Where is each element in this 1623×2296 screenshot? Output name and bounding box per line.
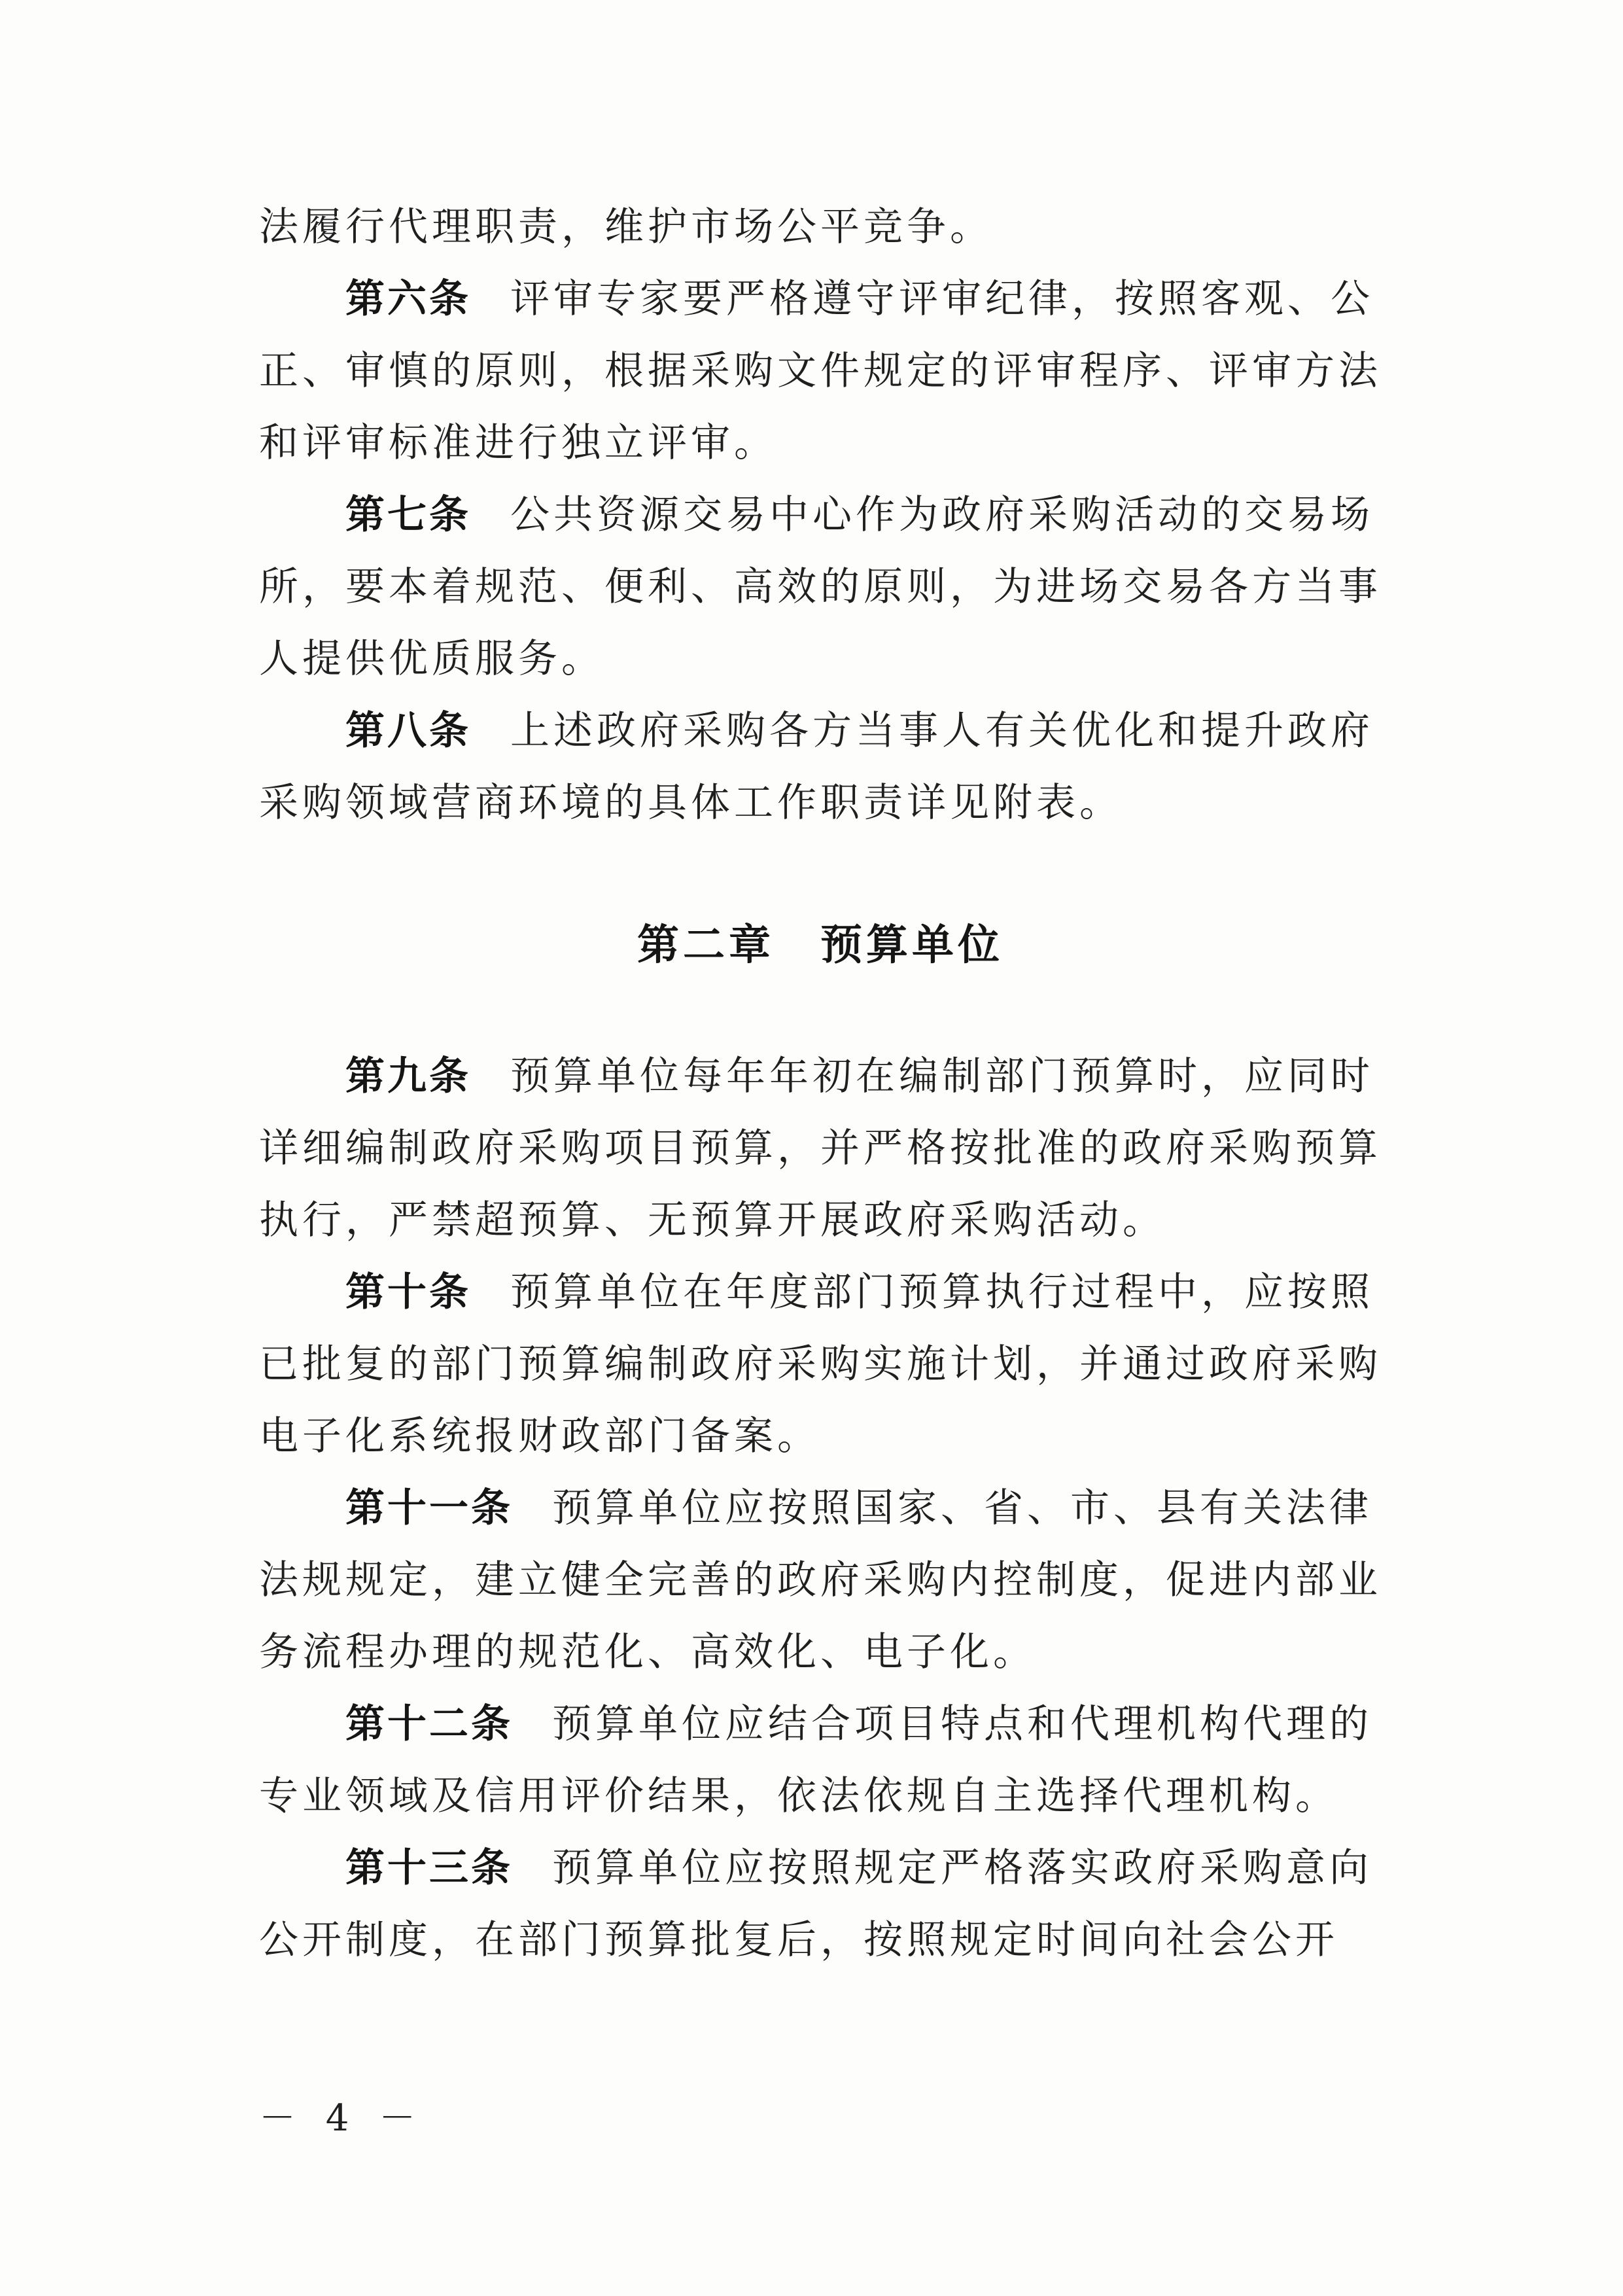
article-12 [259,1688,1382,1832]
article-text: 上述政府采购各方当事人有关优化和提升政府采购领域营商环境的具体工作职责详见附表。 [259,708,1374,826]
article-number: 第六条 [345,276,471,322]
article-text: 公共资源交易中心作为政府采购活动的交易场所，要本着规范、便利、高效的原则，为进场交易各方当事人提供优质服务。 [259,492,1382,682]
page-number: － 4 － [259,2097,425,2140]
article-number: 第十条 [345,1269,471,1315]
article-13 [259,1832,1382,1976]
article-number: 第九条 [345,1053,471,1099]
chapter-heading [259,910,1382,981]
article-text: 预算单位应按照规定严格落实政府采购意向公开制度，在部门预算批复后，按照规定时间向社会公开 [259,1845,1372,1963]
article-number: 第七条 [345,492,471,538]
article-text: 预算单位在年度部门预算执行过程中，应按照已批复的部门预算编制政府采购实施计划，并通过政府采购电子化系统报财政部门备案。 [259,1269,1382,1459]
article-10 [259,1256,1382,1472]
article-9 [259,1040,1382,1256]
chapter-title: 预算单位 [820,921,1003,970]
article-text: 评审专家要严格遵守评审纪律，按照客观、公正、审慎的原则，根据采购文件规定的评审程序、评审方法和评审标准进行独立评审。 [259,276,1382,466]
article-number: 第十一条 [345,1485,513,1531]
article-8 [259,695,1382,839]
article-number: 第十二条 [345,1701,513,1747]
paragraph-continuation [259,191,1382,263]
article-11 [259,1472,1382,1688]
article-6 [259,263,1382,479]
article-text: 预算单位应按照国家、省、市、县有关法律法规规定，建立健全完善的政府采购内控制度，促进内部业务流程办理的规范化、高效化、电子化。 [259,1485,1382,1675]
document-body [259,191,1382,1976]
chapter-number: 第二章 [637,921,775,970]
article-text: 预算单位应结合项目特点和代理机构代理的专业领域及信用评价结果，依法依规自主选择代理机构。 [259,1701,1372,1819]
article-number: 第十三条 [345,1845,513,1891]
article-text: 预算单位每年年初在编制部门预算时，应同时详细编制政府采购项目预算，并严格按批准的政府采购预算执行，严禁超预算、无预算开展政府采购活动。 [259,1053,1382,1243]
article-7 [259,479,1382,695]
paragraph-text: 法履行代理职责，维护市场公平竞争。 [259,204,993,250]
article-number: 第八条 [345,708,471,754]
